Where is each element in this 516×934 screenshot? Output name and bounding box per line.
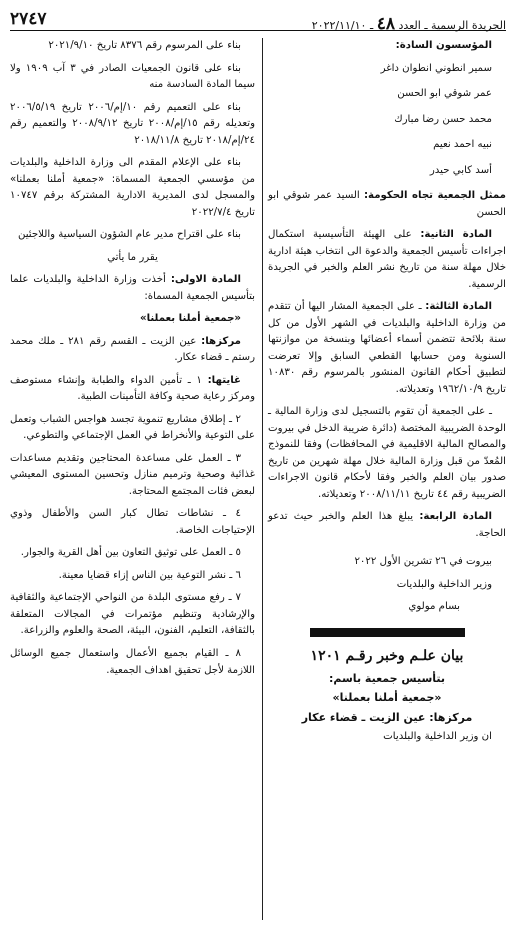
gov-rep-paragraph	[268, 188, 506, 221]
issue-number: ٤٨	[376, 14, 395, 34]
preamble-decree: بناء على المرسوم رقم ٨٣٧٦ تاريخ ٢٠٢١/٩/١٠	[48, 40, 241, 51]
article-3-text: ـ على الجمعية المشار اليها أن تتقدم من وزارة الداخلية والبلديات في الشهر الأول من كل سنة بلائحة تتضمن أسماء أعضائها وبنسخة من موازنتها السنوية ومن حسابها القطعي السابق وإلا تعرضت لتطبيق أحكام القانون المنشور بالمرسوم رقم ١٠٨٣٠ تاريخ ١٩٦٢/١٠/٩ وتعديلاته.	[268, 301, 506, 395]
signature-title: وزير الداخلية والبلديات	[396, 578, 492, 590]
goal-item: ٣ ـ العمل على مساعدة المحتاجين وتقديم مساعدات غذائية وصحية وترميم منازل وتحسين المستوى المعيشي لبعض فئات المجتمع المحتاجة.	[10, 452, 255, 497]
headquarters-text: عين الزيت ـ القسم رقم ٢٨١ ـ ملك محمد رستم ـ قضاء عكار.	[10, 335, 255, 364]
signature-date: بيروت في ٢٦ تشرين الأول ٢٠٢٢	[354, 556, 492, 568]
preamble-circulars: بناء على التعميم رقم ١٠/إم/٢٠٠٦ تاريخ ٢٠٠٦/٥/١٩ وتعديله رقم ١٥/إم/٢٠٠٨ تاريخ ٢٠٠٨/٩/١٢ والتعميم رقم ٢٤/إم/٢٠١٨ تاريخ ٢٠١٨/١١/٨	[10, 101, 256, 146]
article-4	[268, 509, 506, 542]
goals-paragraph	[10, 373, 255, 406]
issue-date: ـ ٢٠٢٢/١١/١٠	[311, 19, 374, 32]
right-column	[268, 38, 506, 752]
founder-name: سمير انطوني انطوان داغر	[380, 62, 492, 74]
goal-item: ١ ـ تأمين الدواء والطبابة وإنشاء مستوصف ومركز رعاية صحية وكافة التأمينات الطبية.	[10, 374, 255, 403]
article-2	[268, 227, 506, 293]
article-3	[268, 299, 506, 398]
signature-name: بسام مولوي	[408, 601, 460, 613]
article-3-label: المادة الثالثة:	[425, 301, 492, 313]
founder-name: نبيه احمد نعيم	[433, 139, 492, 151]
notice-intro: ان وزير الداخلية والبلديات	[383, 731, 492, 743]
gov-rep-value: السيد عمر شوقي ابو الحسن	[268, 190, 506, 218]
goal-item: ٢ ـ إطلاق مشاريع تنموية تجسد هواجس الشباب وتعمل على التوعية والأنخراط في العمل الإجتماعي والتطوعي.	[10, 413, 255, 442]
article-4-text: يبلغ هذا العلم والخبر حيث تدعو الحاجة.	[268, 511, 506, 539]
goal-item: ٦ ـ نشر التوعية بين الناس إزاء قضايا معينة.	[58, 569, 241, 581]
column-divider	[262, 38, 263, 920]
notice-subtitle: بتأسيس جمعية باسم:	[328, 671, 446, 685]
article-1-label: المادة الاولى:	[170, 274, 241, 286]
article-4-label: المادة الرابعة:	[419, 511, 492, 523]
headquarters	[10, 334, 255, 367]
notice-separator-bar	[310, 628, 465, 637]
headquarters-label: مركزها:	[201, 335, 241, 347]
notice-association-name: «جمعية أملنا بعملنا»	[332, 691, 442, 705]
goal-item: ٤ ـ نشاطات تطال كبار السن والأطفال وذوي الإحتياجات الخاصة.	[10, 508, 255, 536]
page-header	[10, 6, 506, 34]
article-3-paragraph-2: ـ على الجمعية أن تقوم بالتسجيل لدى وزارة المالية ـ الوحدة الضريبية المختصة (دائرة ضريبة الدخل في بيروت والمصالح المالية الاقليمية في المحافظات) وفقا للنموذج المُعدّ من قبل وزارة المالية خلال مهلة شهرين من تاريخ صدور بيان العلم والخبر وفقا لأحكام قانون الاجراءات الضريبية رقم ٤٤ تاريخ ٢٠٠٨/١١/١١ وتعديلاته.	[268, 406, 506, 500]
left-column	[10, 38, 255, 685]
article-1	[10, 272, 255, 305]
goals-label: غايتها:	[207, 374, 241, 386]
preamble-law: بناء على قانون الجمعيات الصادر في ٣ آب ١٩٠٩ ولا سيما المادة السادسة منه	[10, 62, 255, 91]
gov-rep-label: ممثل الجمعية تجاه الحكومة:	[363, 190, 506, 202]
notice-title: بيان علـم وخبر رقـم ١٢٠١	[310, 647, 464, 664]
page-number: ٢٧٤٧	[10, 9, 47, 29]
founder-name: محمد حسن رضا مبارك	[394, 113, 492, 125]
goal-item: ٧ ـ رفع مستوى البلدة من النواحي الإجتماعية والثقافية والإرشادية وتنظيم مؤتمرات في المجالات المتعلقة بالثقافة، التعليم، الفنون، البيئة، الصحة والعلوم والزراعة.	[10, 592, 255, 637]
goal-item: ٨ ـ القيام بجميع الأعمال واستعمال جميع الوسائل اللازمة لأجل تحقيق اهداف الجمعية.	[10, 647, 255, 676]
article-2-text: على الهيئة التأسيسية استكمال اجراءات تأسيس الجمعية والدعوة الى انتخاب هيئة ادارية خلال مهلة سنة من تاريخ نشر العلم والخبر في الجريدة الرسمية.	[268, 229, 506, 290]
notice-headquarters: مركزها: عين الزيت ـ قضاء عكار	[301, 711, 473, 725]
founder-name: عمر شوقي ابو الحسن	[397, 88, 492, 100]
preamble-proposal: بناء على اقتراح مدير عام الشؤون السياسية واللاجئين	[17, 229, 241, 241]
founder-name: أسد كابي حيدر	[429, 164, 492, 176]
article-2-label: المادة الثانية:	[420, 229, 492, 241]
gazette-header-title	[312, 11, 506, 39]
goal-item: ٥ ـ العمل على توثيق التعاون بين أهل القرية والجوار.	[20, 547, 241, 559]
gazette-name: الجريدة الرسمية ـ العدد	[398, 19, 506, 32]
association-name: «جمعية أملنا بعملنا»	[139, 313, 241, 325]
decides-heading: يقرر ما يأتي	[107, 251, 158, 263]
article-1-text: أخذت وزارة الداخلية والبلديات علما بتأسيس الجمعية المسماة:	[10, 274, 255, 302]
founders-heading: المؤسسون السادة:	[395, 40, 492, 51]
preamble-notification: بناء على الإعلام المقدم الى وزارة الداخلية والبلديات من مؤسسي الجمعية المسماة: «جمعية أملنا بعملنا» والمسجل لدى المديرية الادارية المشتركة برقم ١٠٧٤٧ تاريخ ٢٠٢٢/٧/٤	[10, 157, 255, 218]
